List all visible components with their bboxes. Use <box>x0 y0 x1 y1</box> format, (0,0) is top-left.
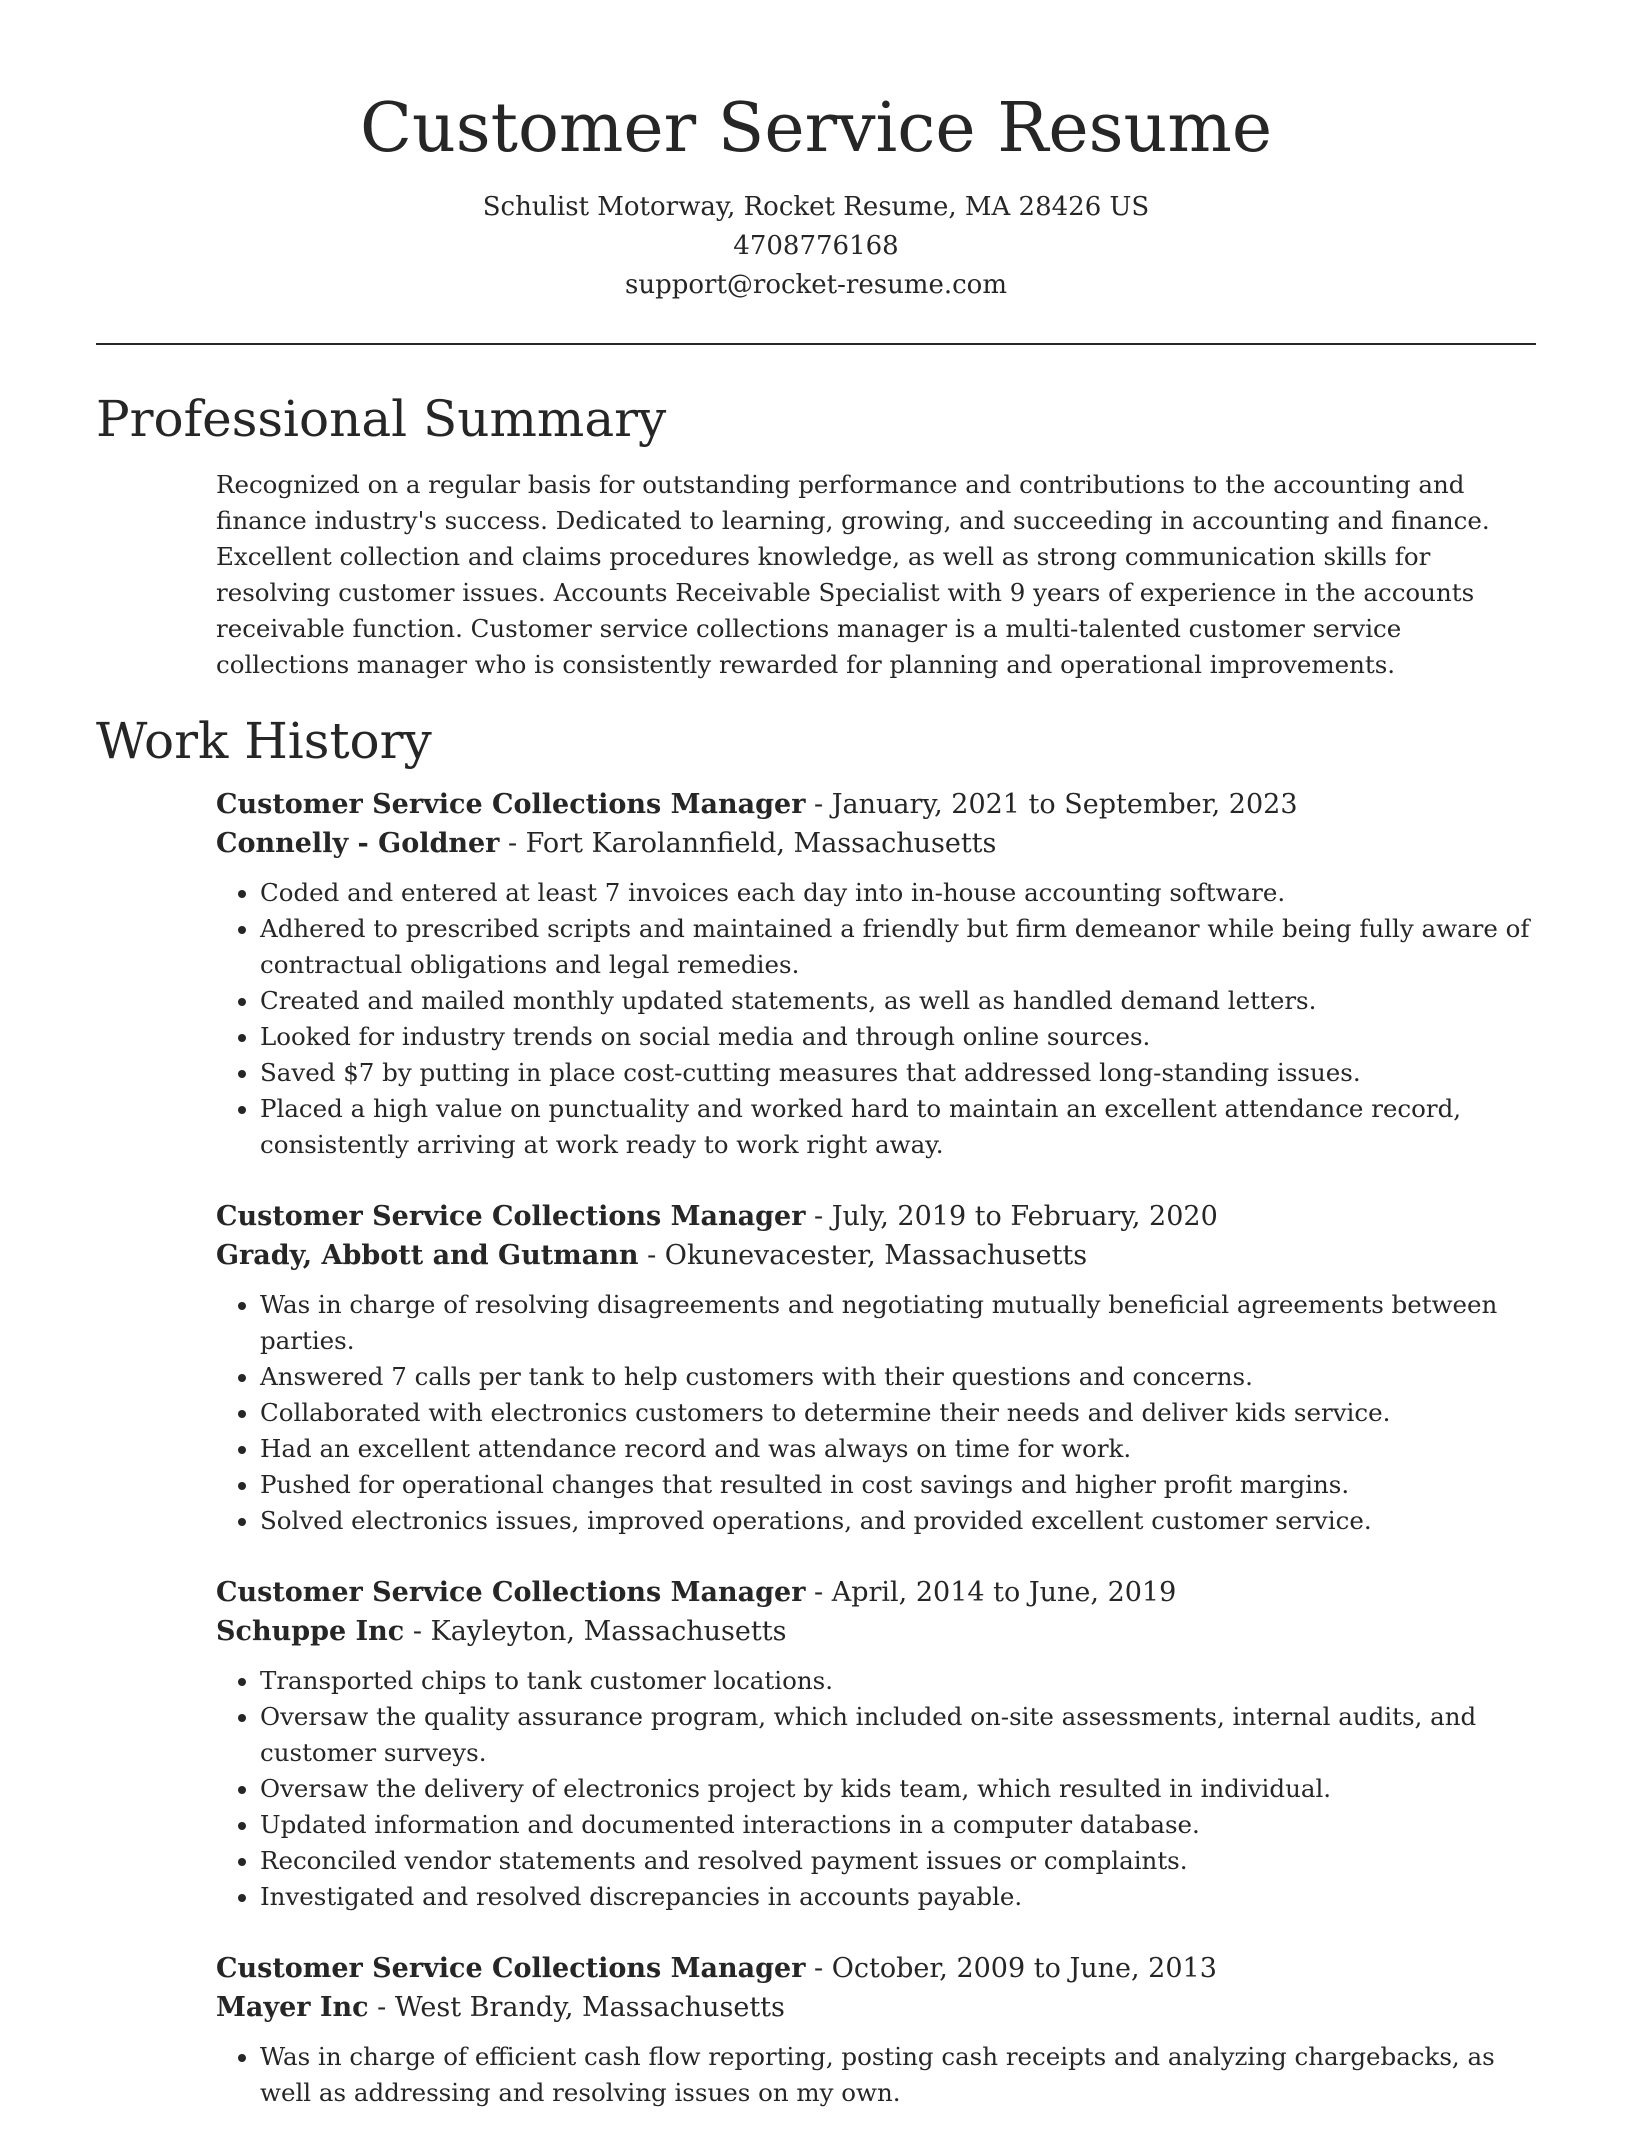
job-dates: - July, 2019 to February, 2020 <box>805 1201 1218 1232</box>
job-location: - West Brandy, Massachusetts <box>368 1992 785 2023</box>
bullet-item: • Oversaw the delivery of electronics project by kids team, which resulted in individual. <box>260 1771 1536 1807</box>
job-title-line <box>216 1573 1536 1612</box>
bullet-item: • Solved electronics issues, improved operations, and provided excellent customer service. <box>260 1503 1536 1539</box>
job-company: Connelly - Goldner <box>216 828 500 859</box>
email: support@rocket-resume.com <box>624 270 1007 300</box>
bullet-item: • Pushed for operational changes that resulted in cost savings and higher profit margins. <box>260 1467 1536 1503</box>
bullet-item: • Adhered to prescribed scripts and maintained a friendly but firm demeanor while being fully aware of contractual obligations and legal remedies. <box>260 911 1536 983</box>
resume-header <box>96 0 1536 305</box>
job-role: Customer Service Collections Manager <box>216 1577 806 1608</box>
job-company: Grady, Abbott and Gutmann <box>216 1240 639 1271</box>
job-company: Mayer Inc <box>216 1992 369 2023</box>
header-divider <box>96 343 1536 345</box>
address: Schulist Motorway, Rocket Resume, MA 28426 US <box>482 192 1150 222</box>
job-company-line <box>216 1988 1536 2027</box>
summary-heading: Professional Summary <box>96 390 667 448</box>
contact-info <box>96 188 1536 305</box>
bullet-item: • Investigated and resolved discrepancies in accounts payable. <box>260 1879 1536 1915</box>
bullet-item: • Answered 7 calls per tank to help customers with their questions and concerns. <box>260 1359 1536 1395</box>
work-history-list <box>216 785 1536 2111</box>
job-company-line <box>216 824 1536 863</box>
bullet-item: • Transported chips to tank customer locations. <box>260 1663 1536 1699</box>
job-entry <box>216 1573 1536 1915</box>
bullet-item: • Updated information and documented interactions in a computer database. <box>260 1807 1536 1843</box>
bullet-item: • Oversaw the quality assurance program, which included on-site assessments, internal audits, and customer surveys. <box>260 1699 1536 1771</box>
job-dates: - January, 2021 to September, 2023 <box>805 789 1298 820</box>
bullet-item: • Was in charge of resolving disagreements and negotiating mutually beneficial agreements between parties. <box>260 1287 1536 1359</box>
resume-page <box>96 0 1536 2145</box>
job-bullets <box>216 1663 1536 1915</box>
bullet-item: • Looked for industry trends on social media and through online sources. <box>260 1019 1536 1055</box>
job-company-line <box>216 1236 1536 1275</box>
job-role: Customer Service Collections Manager <box>216 1953 806 1984</box>
phone: 4708776168 <box>733 231 899 261</box>
job-title-line <box>216 1197 1536 1236</box>
job-entry <box>216 1197 1536 1539</box>
job-dates: - October, 2009 to June, 2013 <box>805 1953 1217 1984</box>
job-location: - Fort Karolannfield, Massachusetts <box>499 828 997 859</box>
job-company-line <box>216 1612 1536 1651</box>
bullet-item: • Collaborated with electronics customers to determine their needs and deliver kids service. <box>260 1395 1536 1431</box>
summary-text: Recognized on a regular basis for outstanding performance and contributions to the accounting and finance industry's success. Dedicated to learning, growing, and succeeding in accounting and finance. Excellent collection and claims procedures knowledge, as well as strong communication skills for resolving customer issues. Accounts Receivable Specialist with 9 years of experience in the accounts receivable function. Customer service collections manager is a multi-talented customer service collections manager who is consistently rewarded for planning and operational improvements. <box>216 470 1490 679</box>
job-entry <box>216 785 1536 1163</box>
job-bullets <box>216 2039 1536 2111</box>
bullet-item: • Placed a high value on punctuality and worked hard to maintain an excellent attendance record, consistently arriving at work ready to work right away. <box>260 1091 1536 1163</box>
job-location: - Kayleyton, Massachusetts <box>404 1616 787 1647</box>
job-role: Customer Service Collections Manager <box>216 789 806 820</box>
bullet-item: • Was in charge of efficient cash flow reporting, posting cash receipts and analyzing chargebacks, as well as addressing and resolving issues on my own. <box>260 2039 1536 2111</box>
bullet-item: • Saved $7 by putting in place cost-cutting measures that addressed long-standing issues. <box>260 1055 1536 1091</box>
job-dates: - April, 2014 to June, 2019 <box>805 1577 1177 1608</box>
work-history-heading: Work History <box>96 712 432 770</box>
bullet-item: • Reconciled vendor statements and resolved payment issues or complaints. <box>260 1843 1536 1879</box>
job-entry <box>216 1949 1536 2111</box>
bullet-item: • Coded and entered at least 7 invoices each day into in-house accounting software. <box>260 875 1536 911</box>
job-location: - Okunevacester, Massachusetts <box>638 1240 1088 1271</box>
job-title-line <box>216 1949 1536 1988</box>
bullet-item: • Created and mailed monthly updated statements, as well as handled demand letters. <box>260 983 1536 1019</box>
bullet-item: • Had an excellent attendance record and was always on time for work. <box>260 1431 1536 1467</box>
job-title-line <box>216 785 1536 824</box>
resume-title: Customer Service Resume <box>359 89 1273 168</box>
job-bullets <box>216 875 1536 1163</box>
job-role: Customer Service Collections Manager <box>216 1201 806 1232</box>
job-bullets <box>216 1287 1536 1539</box>
job-company: Schuppe Inc <box>216 1616 405 1647</box>
